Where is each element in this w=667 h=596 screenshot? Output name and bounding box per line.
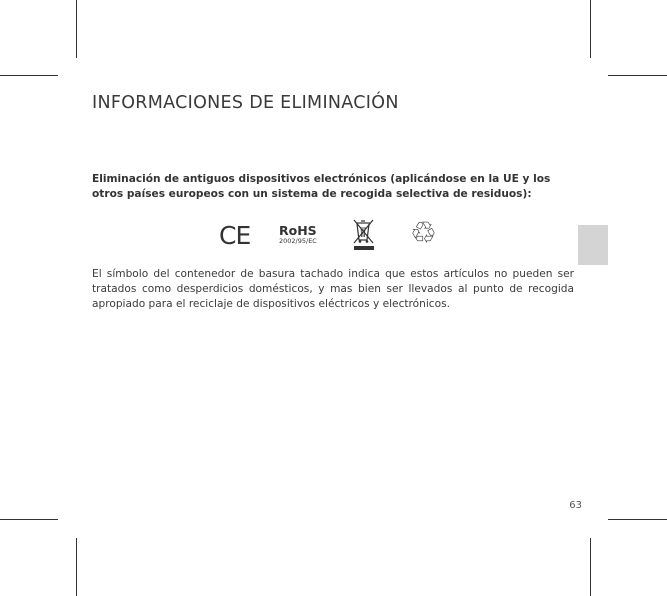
section-subtitle: Eliminación de antiguos dispositivos electrónicos (aplicándose en la UE y los otros países europeos con un sistema de recogida selectiva de residuos): — [92, 173, 551, 200]
crop-mark-top-right-horizontal — [608, 75, 667, 76]
crop-mark-top-right-vertical — [590, 0, 591, 58]
body-paragraph: El símbolo del contenedor de basura tachado indica que estos artículos no pueden ser tratados como desperdicios domésticos, y mas bien ser llevados al punto de recogida apropiado para el reciclaje de dispositivos eléctricos y electrónicos. — [92, 268, 574, 310]
crop-mark-bottom-left-horizontal — [0, 519, 58, 520]
rohs-directive: 2002/95/EC — [279, 237, 317, 245]
page-number: 63 — [569, 500, 582, 511]
crop-mark-bottom-left-vertical — [76, 538, 77, 596]
page-title: INFORMACIONES DE ELIMINACIÓN — [92, 93, 399, 113]
ce-mark-icon: CE — [219, 221, 251, 250]
section-tab-marker — [578, 225, 608, 265]
crop-mark-bottom-right-vertical — [590, 538, 591, 596]
crop-mark-top-left-vertical — [76, 0, 77, 58]
rohs-label: RoHS — [279, 223, 317, 238]
rohs-mark-icon — [279, 224, 317, 245]
crossed-out-bin-icon — [352, 218, 376, 256]
crop-mark-top-left-horizontal — [0, 75, 58, 76]
crop-mark-bottom-right-horizontal — [608, 519, 667, 520]
recycle-icon: ♲ — [410, 216, 437, 251]
